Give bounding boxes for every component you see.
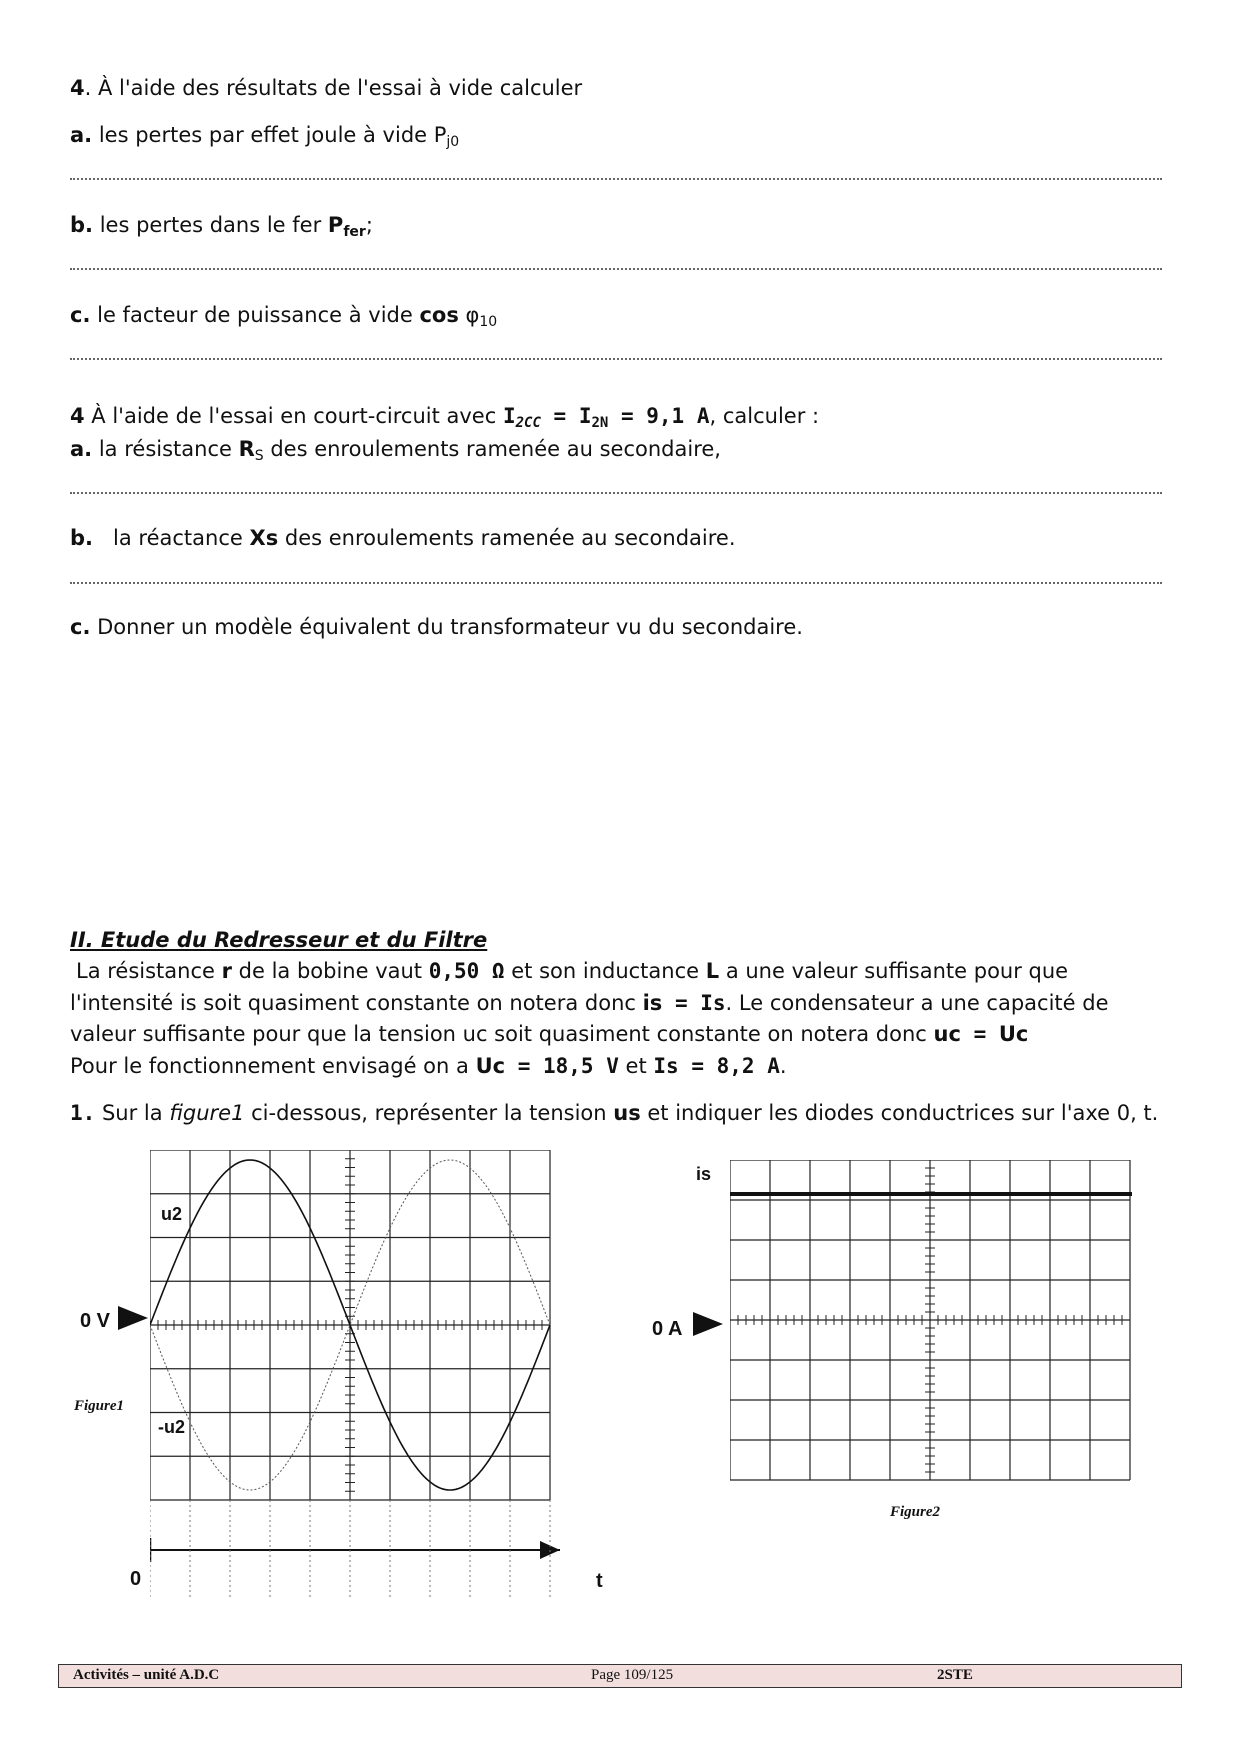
- question-court-circuit: 4 À l'aide de l'essai en court-circuit avec $I_{2CC} = I_{2N} = 9,1$ A, calculer :: [70, 404, 820, 431]
- figure2-caption: Figure2: [890, 1504, 941, 1520]
- page-footer: [58, 1664, 1182, 1688]
- answer-line[interactable]: [70, 492, 1162, 494]
- question-4a: a. les pertes par effet joule à vide $P_{j0}$: [70, 123, 460, 150]
- question-court-circuit-b: b. la réactance Xs des enroulements ramenée au secondaire.: [70, 526, 736, 550]
- question-4-title: 4. À l'aide des résultats de l'essai à vide calculer: [70, 76, 583, 100]
- figure1-caption: Figure1: [74, 1398, 125, 1414]
- is-label: is: [696, 1164, 712, 1184]
- answer-line[interactable]: [70, 358, 1162, 360]
- zero-amp-marker-icon: [693, 1312, 725, 1336]
- question-4c: c. le facteur de puissance à vide $\cos \varphi_{10}$: [70, 303, 498, 330]
- paragraph-line-4: Pour le fonctionnement envisagé on a Uc = 18,5 V et Is = 8,2 A.: [70, 1054, 787, 1078]
- origin-label: 0: [130, 1568, 142, 1590]
- question-court-circuit-c: c. Donner un modèle équivalent du transformateur vu du secondaire.: [70, 615, 803, 639]
- paragraph-line-3: valeur suffisante pour que la tension uc soit quasiment constante on notera donc uc = Uc: [70, 1022, 1029, 1046]
- neg-u2-label: -u2: [158, 1417, 185, 1437]
- answer-line[interactable]: [70, 582, 1162, 584]
- figure1-answer-grid[interactable]: [150, 1480, 560, 1600]
- answer-line[interactable]: [70, 268, 1162, 270]
- answer-line[interactable]: [70, 178, 1162, 180]
- paragraph-line-1: La résistance r de la bobine vaut 0,50 Ω et son inductance L a une valeur suffisante pour que: [76, 959, 1069, 983]
- question-4b: b. les pertes dans le fer $P_{fer}$;: [70, 213, 373, 240]
- question-1: 1. Sur la figure1 ci-dessous, représenter la tension us et indiquer les diodes conductrices sur l'axe 0, t.: [70, 1101, 1159, 1125]
- zero-volt-marker-icon: [118, 1306, 150, 1330]
- u2-label: u2: [161, 1204, 183, 1224]
- footer-page-number: Page 109/125: [591, 1667, 674, 1683]
- zero-volt-label: 0 V: [80, 1310, 111, 1332]
- paragraph-line-2: l'intensité is soit quasiment constante on notera donc is = Is. Le condensateur a une capacité de: [70, 991, 1109, 1015]
- footer-left: Activités – unité A.D.C: [73, 1667, 220, 1683]
- figure2-oscillogram: [730, 1160, 1132, 1485]
- question-court-circuit-a: a. la résistance $R_S$ des enroulements ramenée au secondaire,: [70, 437, 721, 464]
- footer-class: 2STE: [937, 1667, 973, 1683]
- time-label: t: [596, 1570, 603, 1592]
- zero-amp-label: 0 A: [652, 1318, 683, 1340]
- section-2-heading: II. Etude du Redresseur et du Filtre: [70, 928, 488, 952]
